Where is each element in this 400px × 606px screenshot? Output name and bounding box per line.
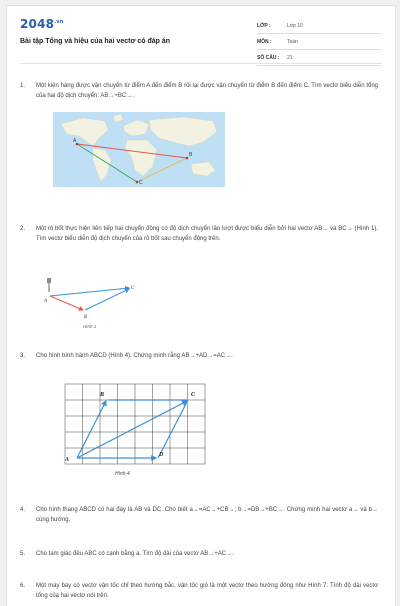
- map-label-c: C: [139, 180, 143, 186]
- map-point-c: [136, 181, 139, 184]
- vector-ab: [50, 296, 83, 310]
- meta-table: [257, 18, 381, 66]
- header-divider: [20, 63, 382, 64]
- meta-row-count: SỐ CÂU : 21: [257, 50, 381, 66]
- robot-label-a: A: [44, 299, 48, 304]
- map-label-a: A: [73, 138, 77, 144]
- parallelogram-grid: [65, 384, 205, 464]
- parallelogram-figure: [53, 378, 213, 480]
- worksheet: $2048^{.vn}$ Bài tập Tổng và hiệu của hai vectơ có đáp án LỚP : Lớp 10 MÔN : Toán SỐ CÂU : 21 1. Một kiện hàng được vận chuyển từ điểm A đến điểm B rồi lại được vận chuyển từ điểm B đến điểm C. Tìm vectơ biểu diễn tổng của hai độ dịch chuyển: AB→+BC→. A B C 2. Một rô bốt thực hiện liên tiếp hai chuyển động có độ dịch chuyển lần lượt được biểu diễn bởi hai vectơ AB→ và BC→ (Hình 1). Tìm vectơ biểu diễn độ dịch chuyển của rô bốt sau chuyển động trên. A B C Hình 1 3. Cho hình bình hành ABCD (Hình 4). Chứng minh rằng AB→+AD→=AC→. A B C D Hình 4 4. Cho hình thang ABCD có hai đáy là AB và DC. Cho biết a→=AC→+CB→; b→=DB→+BC→. Chứng minh hai vectơ a→ và b→ cùng hướng. 5. Cho tam giác đều ABC có cạnh bằng a. Tìm độ dài của vectơ AB→+AC→. 6. Một máy bay có vectơ vận tốc chỉ theo hướng bắc, vận tốc gió là một vectơ theo hướng đông như Hình 7. Tính độ dài vectơ tổng của hai vectơ nói trên.: [6, 5, 396, 606]
- para-label-a: A: [65, 457, 70, 463]
- map-label-b: B: [189, 152, 193, 158]
- robot-vector-figure: [35, 274, 155, 334]
- robot-icon: [47, 278, 51, 292]
- para-label-c: C: [191, 392, 196, 398]
- para-label-b: B: [100, 392, 105, 398]
- vector-ab-side: [77, 401, 106, 458]
- meta-row-class: LỚP : Lớp 10: [257, 18, 381, 34]
- site-logo[interactable]: $2048^{.vn}$: [20, 17, 64, 31]
- map-point-b: [186, 157, 189, 160]
- robot-label-b: B: [84, 315, 88, 320]
- page-title: Bài tập Tổng và hiệu của hai vectơ có đáp án: [20, 38, 171, 45]
- vector-ac-diagonal: [77, 401, 187, 458]
- robot-label-c: C: [131, 286, 135, 291]
- world-map-figure: [53, 112, 225, 187]
- para-label-d: D: [159, 452, 164, 458]
- para-caption: Hình 4: [115, 471, 130, 477]
- robot-caption: Hình 1: [83, 324, 97, 329]
- meta-row-subject: MÔN : Toán: [257, 34, 381, 50]
